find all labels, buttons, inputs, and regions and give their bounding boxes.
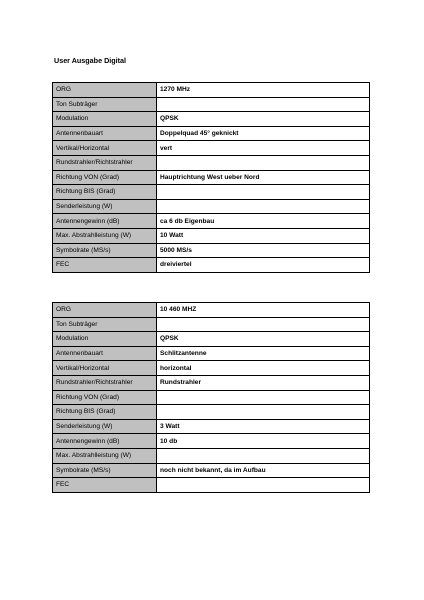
table-row [53, 199, 370, 214]
row-value [157, 155, 370, 170]
row-value [157, 478, 370, 493]
table-row [53, 214, 370, 229]
row-label: Antennengewinn (dB) [53, 434, 157, 449]
row-label: Max. Abstrahlleistung (W) [53, 448, 157, 463]
row-label: Richtung BIS (Grad) [53, 405, 157, 420]
row-label: Rundstrahler/Richtstrahler [53, 155, 157, 170]
row-value [157, 97, 370, 112]
table-row [53, 375, 370, 390]
row-value [157, 317, 370, 332]
row-value: horizontal [157, 361, 370, 376]
row-label: Symbolrate (MS/s) [53, 243, 157, 258]
row-label: Vertikal/Horizontal [53, 361, 157, 376]
table-row [53, 390, 370, 405]
row-value: QPSK [157, 332, 370, 347]
row-value [157, 448, 370, 463]
spec-table-1 [52, 82, 370, 273]
row-value [157, 199, 370, 214]
row-label: Rundstrahler/Richtstrahler [53, 375, 157, 390]
row-label: Ton Subträger [53, 317, 157, 332]
table-row [53, 448, 370, 463]
row-label: Richtung VON (Grad) [53, 170, 157, 185]
table-row [53, 258, 370, 273]
row-label: Modulation [53, 332, 157, 347]
row-label: Senderleistung (W) [53, 199, 157, 214]
table-row [53, 346, 370, 361]
row-label: Antennenbauart [53, 346, 157, 361]
table-row [53, 170, 370, 185]
spec-table-2 [52, 302, 370, 493]
row-value: noch nicht bekannt, da im Aufbau [157, 463, 370, 478]
row-label: Senderleistung (W) [53, 419, 157, 434]
row-value: Doppelquad 45° geknickt [157, 126, 370, 141]
row-label: Vertikal/Horizontal [53, 141, 157, 156]
row-value: Rundstrahler [157, 375, 370, 390]
row-value [157, 185, 370, 200]
page-title: User Ausgabe Digital [54, 56, 127, 65]
table-row [53, 361, 370, 376]
row-value: 3 Watt [157, 419, 370, 434]
table-row [53, 97, 370, 112]
row-value: 10 Watt [157, 228, 370, 243]
table-row [53, 434, 370, 449]
table-row [53, 419, 370, 434]
row-value: ca 6 db Eigenbau [157, 214, 370, 229]
table-row [53, 141, 370, 156]
table-row [53, 228, 370, 243]
table-row [53, 303, 370, 318]
row-value: 10 460 MHZ [157, 303, 370, 318]
row-label: ORG [53, 83, 157, 98]
table-row [53, 243, 370, 258]
row-label: Modulation [53, 112, 157, 127]
row-label: Antennenbauart [53, 126, 157, 141]
row-label: Ton Subträger [53, 97, 157, 112]
table-row [53, 463, 370, 478]
table-row [53, 112, 370, 127]
table-row [53, 405, 370, 420]
table-row [53, 155, 370, 170]
row-value: 5000 MS/s [157, 243, 370, 258]
row-label: Richtung BIS (Grad) [53, 185, 157, 200]
row-value [157, 405, 370, 420]
row-value: QPSK [157, 112, 370, 127]
row-label: Richtung VON (Grad) [53, 390, 157, 405]
row-label: ORG [53, 303, 157, 318]
row-label: Antennengewinn (dB) [53, 214, 157, 229]
table-row [53, 185, 370, 200]
row-value: 1270 MHz [157, 83, 370, 98]
row-label: FEC [53, 478, 157, 493]
row-value: Hauptrichtung West ueber Nord [157, 170, 370, 185]
row-value: Schlitzantenne [157, 346, 370, 361]
row-value: dreiviertel [157, 258, 370, 273]
table-row [53, 126, 370, 141]
row-label: Symbolrate (MS/s) [53, 463, 157, 478]
row-value [157, 390, 370, 405]
table-row [53, 332, 370, 347]
table-row [53, 317, 370, 332]
row-value: 10 db [157, 434, 370, 449]
table-row [53, 83, 370, 98]
row-label: Max. Abstrahlleistung (W) [53, 228, 157, 243]
row-label: FEC [53, 258, 157, 273]
table-row [53, 478, 370, 493]
row-value: vert [157, 141, 370, 156]
